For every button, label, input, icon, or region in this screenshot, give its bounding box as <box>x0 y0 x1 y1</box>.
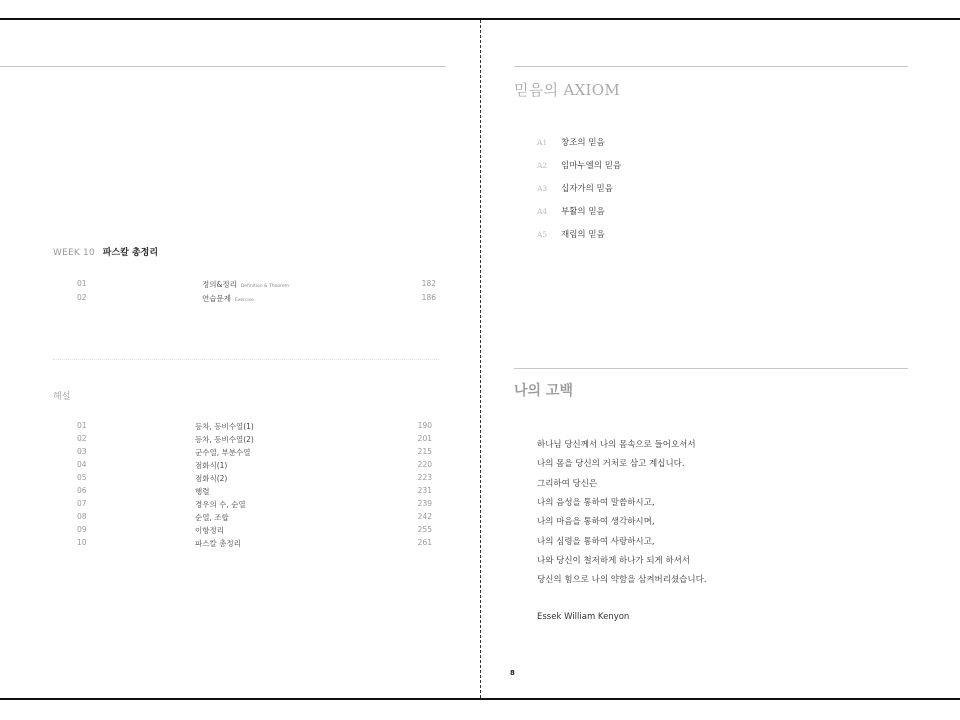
axiom-item <box>537 228 605 240</box>
toc-number: 03 <box>77 447 87 456</box>
toc-number: 08 <box>77 512 87 521</box>
toc-title-text: 정의&정리 <box>202 280 237 289</box>
axiom-text: 임마누엘의 믿음 <box>561 161 622 171</box>
toc-title: 점화식(1) <box>195 461 228 470</box>
toc-title <box>202 279 289 290</box>
toc-page: 220 <box>417 460 432 469</box>
toc-title-text: 연습문제 <box>202 294 231 303</box>
toc-number: 04 <box>77 460 87 469</box>
axiom-item <box>537 205 605 217</box>
toc-page: 255 <box>417 525 432 534</box>
confession-line: 나의 심령을 통하여 사랑하시고, <box>537 536 655 547</box>
axiom-code: A1 <box>537 138 548 147</box>
week-heading <box>53 245 158 258</box>
solutions-title: 해설 <box>53 392 71 402</box>
axiom-item <box>537 182 613 194</box>
right-page-top-rule <box>514 66 908 67</box>
toc-number: 01 <box>77 421 87 430</box>
axiom-code: A5 <box>537 230 548 239</box>
toc-title: 경우의 수, 순열 <box>195 500 246 509</box>
axiom-code: A3 <box>537 184 548 193</box>
toc-number: 09 <box>77 525 87 534</box>
toc-title <box>202 293 254 304</box>
confession-line: 나의 몸을 당신의 거처로 삼고 계십니다. <box>537 459 685 470</box>
book-spine-divider <box>480 20 481 698</box>
right-page-mid-rule <box>514 368 908 369</box>
confession-author: Essek William Kenyon <box>537 612 630 622</box>
toc-number: 06 <box>77 486 87 495</box>
confession-line: 나의 마음을 통하여 생각하시며, <box>537 517 655 528</box>
axiom-item <box>537 136 605 148</box>
toc-page: 182 <box>421 279 436 288</box>
axiom-text: 부활의 믿음 <box>561 207 605 217</box>
confession-line: 나와 당신이 철저하게 하나가 되게 하셔서 <box>537 555 691 566</box>
toc-number: 10 <box>77 538 87 547</box>
week-label: WEEK 10 <box>53 248 95 258</box>
toc-page: 231 <box>417 486 432 495</box>
page-bottom-border <box>0 698 960 700</box>
axiom-code: A2 <box>537 161 548 170</box>
axiom-title: 믿음의 AXIOM <box>514 81 621 99</box>
confession-line: 하나님 당신께서 나의 몸속으로 들어오셔서 <box>537 440 696 450</box>
confession-line: 당신의 힘으로 나의 약함을 삼켜버리셨습니다. <box>537 575 707 586</box>
toc-page: 242 <box>417 512 432 521</box>
toc-title: 등차, 등비수열(2) <box>195 435 254 444</box>
week-title: 파스칼 총정리 <box>102 248 159 258</box>
axiom-code: A4 <box>537 207 548 216</box>
toc-page: 239 <box>417 499 432 508</box>
toc-page: 190 <box>417 421 432 430</box>
toc-subtitle: Exercise <box>234 298 254 303</box>
toc-page: 223 <box>417 473 432 482</box>
axiom-text: 창조의 믿음 <box>561 138 605 148</box>
axiom-text: 십자가의 믿음 <box>561 184 613 194</box>
axiom-text: 재림의 믿음 <box>561 230 605 240</box>
toc-subtitle: Definition & Theorem <box>240 284 290 289</box>
toc-number: 05 <box>77 473 87 482</box>
toc-page: 261 <box>417 538 432 547</box>
confession-line: 나의 음성을 통하여 말씀하시고, <box>537 497 655 508</box>
toc-page: 215 <box>417 447 432 456</box>
toc-number: 02 <box>77 434 87 443</box>
toc-title: 순열, 조합 <box>195 513 229 522</box>
toc-title: 행렬 <box>195 487 210 496</box>
toc-number: 02 <box>77 293 87 302</box>
toc-page: 186 <box>421 293 436 302</box>
toc-page: 201 <box>417 434 432 443</box>
toc-title: 점화식(2) <box>195 474 228 483</box>
confession-line: 그리하여 당신은 <box>537 478 598 489</box>
toc-title: 파스칼 총정리 <box>195 539 241 548</box>
toc-title: 등차, 등비수열(1) <box>195 422 254 431</box>
axiom-item <box>537 159 621 171</box>
left-page-top-rule <box>0 66 446 67</box>
toc-title: 이항정리 <box>195 526 224 535</box>
toc-number: 01 <box>77 279 87 288</box>
toc-number: 07 <box>77 499 87 508</box>
section-divider <box>53 359 439 360</box>
toc-title: 군수열, 부분수열 <box>195 448 251 457</box>
confession-title: 나의 고백 <box>514 383 573 399</box>
page-number: 8 <box>510 669 515 677</box>
